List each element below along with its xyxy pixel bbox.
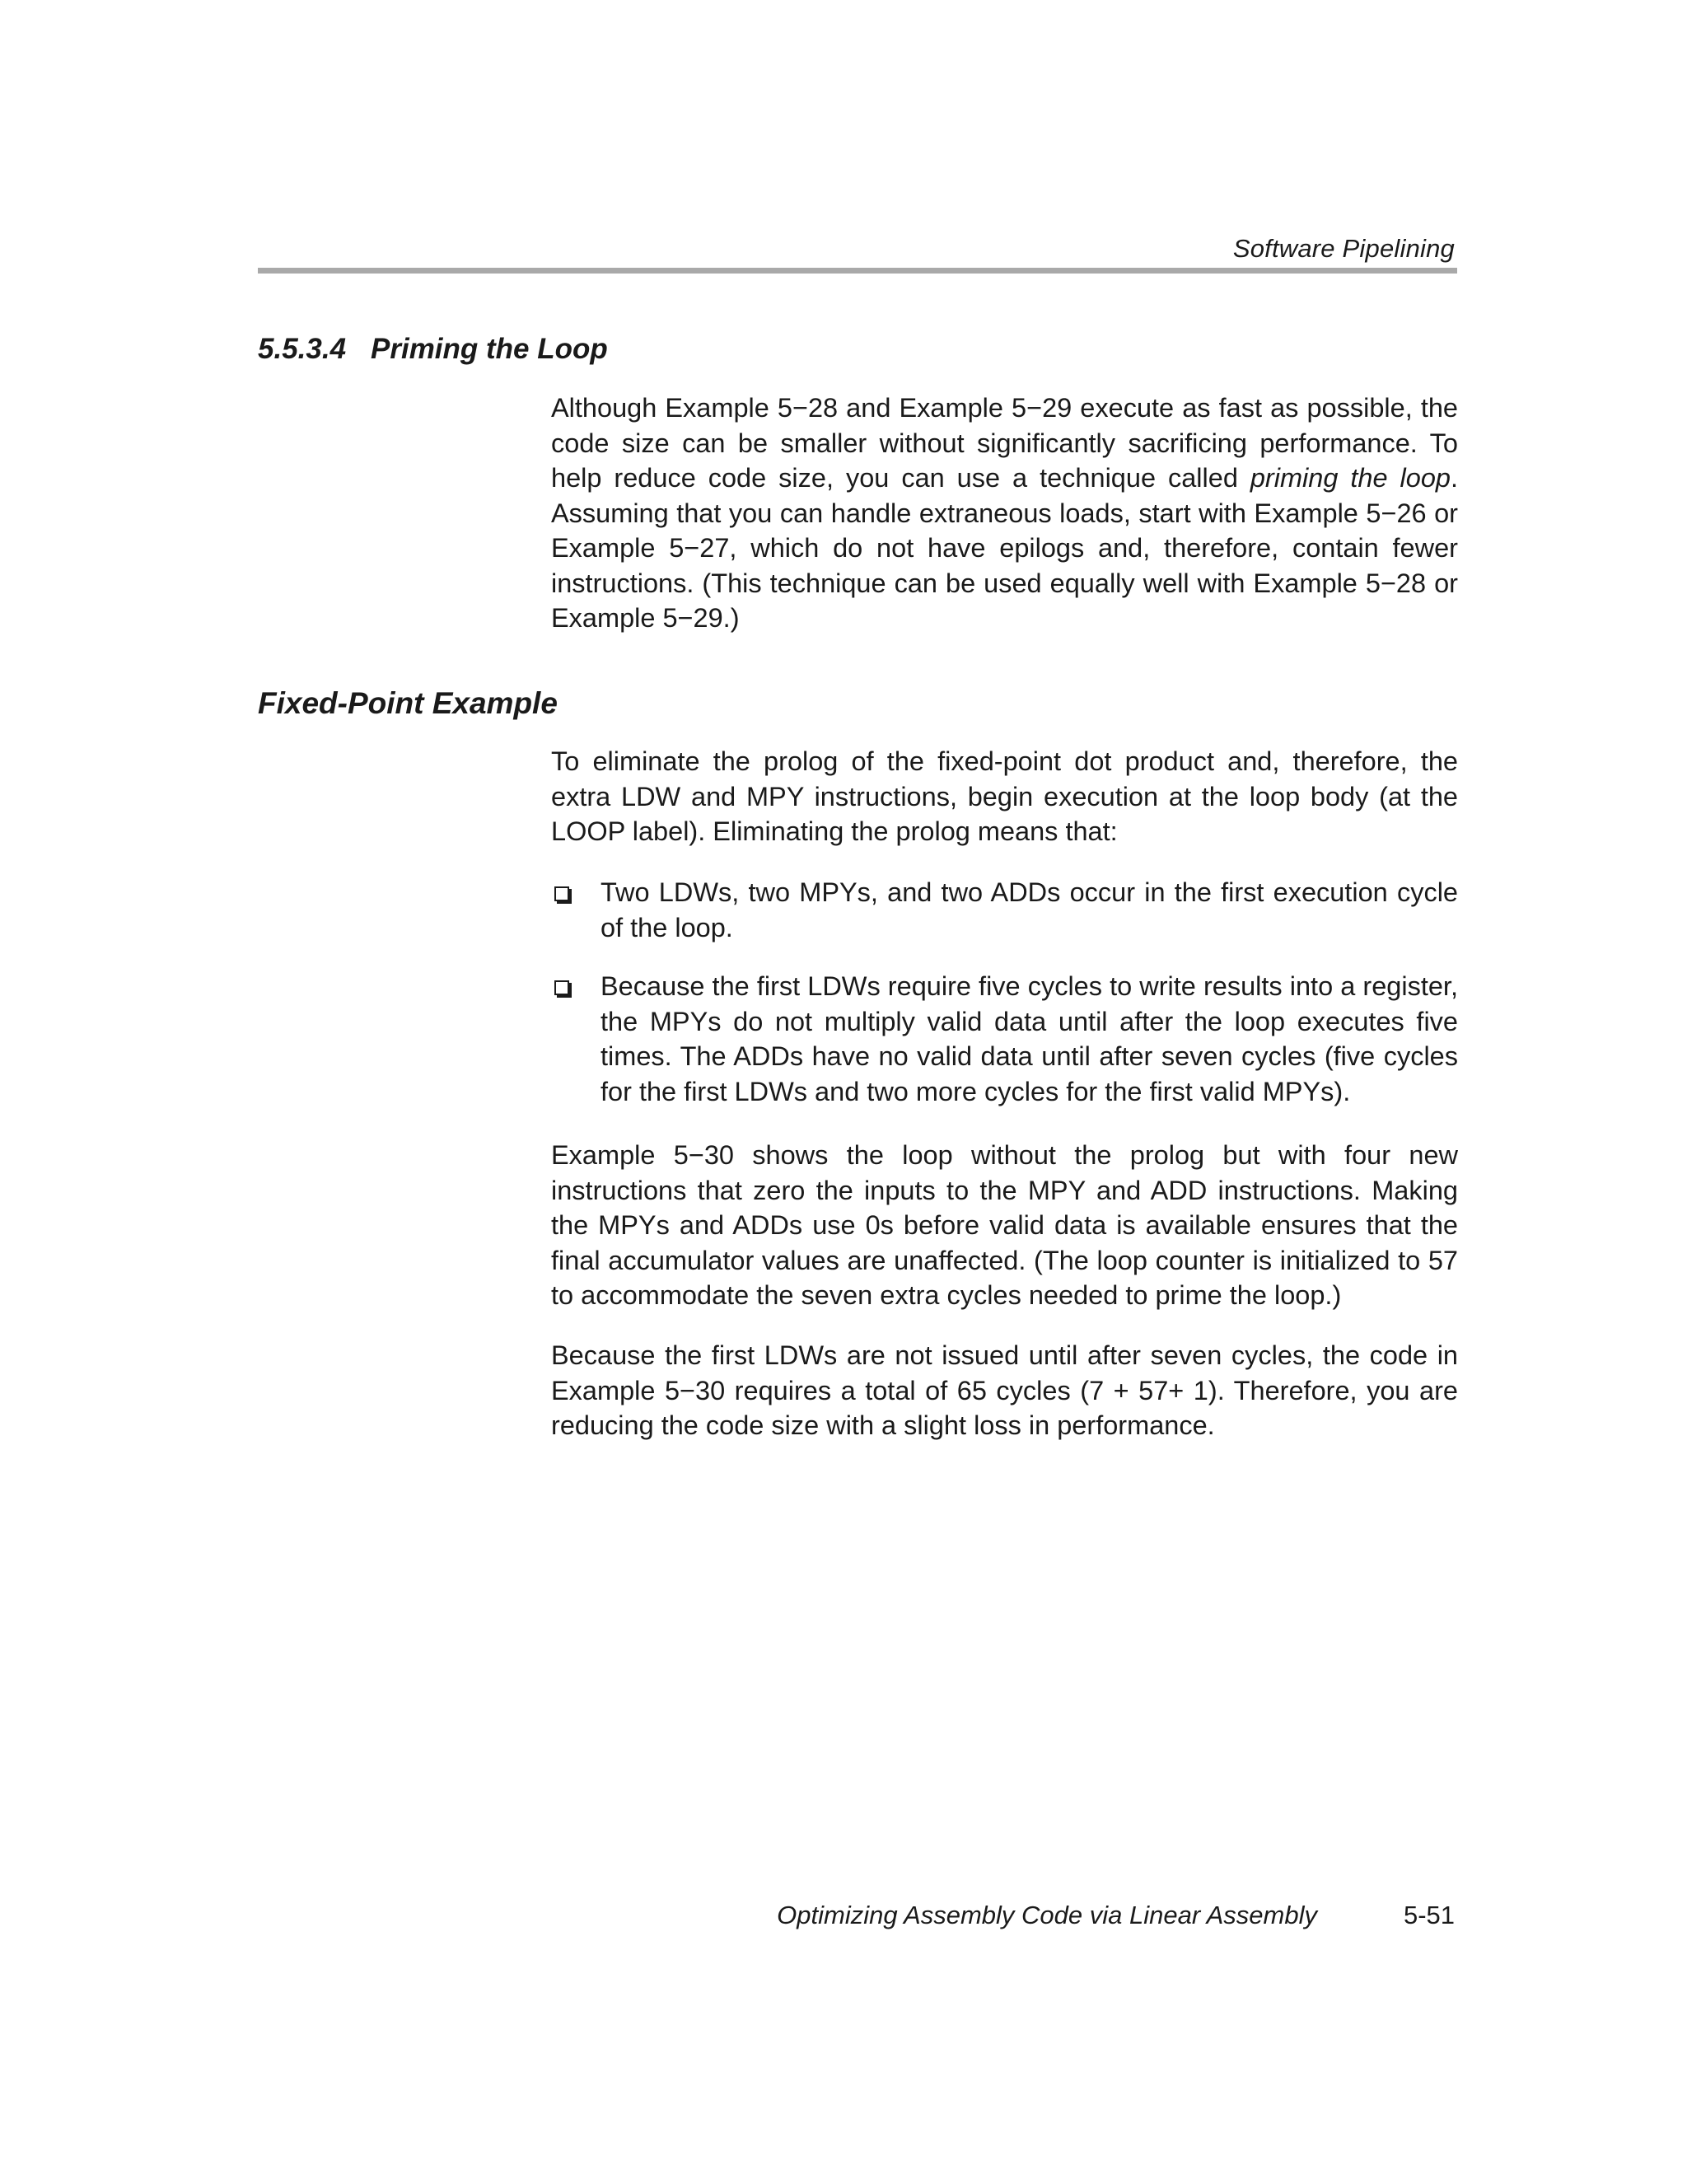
list-item: [551, 969, 1458, 1109]
intro-italic-term: priming the loop: [1250, 463, 1451, 493]
fixed-point-paragraph-1: [551, 744, 1458, 849]
list-item-text: Because the first LDWs require five cycles to write results into a register, the MPYs do not multiply valid data until after the loop executes five times. The ADDs have no valid data until after seven cycles (five cycles for the first LDWs and two more cycles for the first valid MPYs).: [600, 971, 1458, 1106]
section-number: 5.5.3.4: [258, 333, 347, 365]
intro-text-1: Although Example 5−28 and Example 5−29 execute as fast as possible, the code size can be smaller without significantly sacrificing performance. To help reduce code size, you can use a technique called: [551, 393, 1458, 493]
intro-paragraph: [551, 391, 1458, 636]
section-title: Priming the Loop: [371, 333, 608, 365]
fixed-point-text-1: To eliminate the prolog of the fixed-point dot product and, therefore, the extra LDW and MPY instructions, begin execution at the loop body (at the LOOP label). Eliminating the prolog means that:: [551, 746, 1458, 846]
footer-page-number: 5-51: [1403, 1901, 1455, 1929]
header-rule: [258, 268, 1457, 274]
list-item-text: Two LDWs, two MPYs, and two ADDs occur in the first execution cycle of the loop.: [600, 877, 1458, 942]
fixed-point-paragraph-3: [551, 1338, 1458, 1443]
checkbox-bullet-icon: [554, 886, 569, 901]
footer-book-title: Optimizing Assembly Code via Linear Assembly: [777, 1901, 1317, 1929]
fixed-point-text-2: Example 5−30 shows the loop without the prolog but with four new instructions that zero the inputs to the MPY and ADD instructions. Making the MPYs and ADDs use 0s before valid data is available ensures that the final accumulator values are unaffected. (The loop counter is initialized to 57 to accommodate the seven extra cycles needed to prime the loop.): [551, 1140, 1458, 1310]
fixed-point-text-3: Because the first LDWs are not issued until after seven cycles, the code in Example 5−30 requires a total of 65 cycles (7 + 57+ 1). Therefore, you are reducing the code size with a slight loss in performance.: [551, 1340, 1458, 1440]
list-item: [551, 875, 1458, 945]
section-heading: [258, 333, 608, 366]
intro-text-2: . Assuming that you can handle extraneous loads, start with Example 5−26 or Example 5−27, which do not have epilogs and, therefore, contain fewer instructions. (This technique can be used equally well with Example 5−28 or Example 5−29.): [551, 463, 1458, 633]
running-header-title: Software Pipelining: [1232, 234, 1455, 263]
subsection-heading: Fixed-Point Example: [258, 686, 558, 720]
fixed-point-paragraph-2: [551, 1138, 1458, 1313]
checkbox-bullet-icon: [554, 980, 569, 995]
